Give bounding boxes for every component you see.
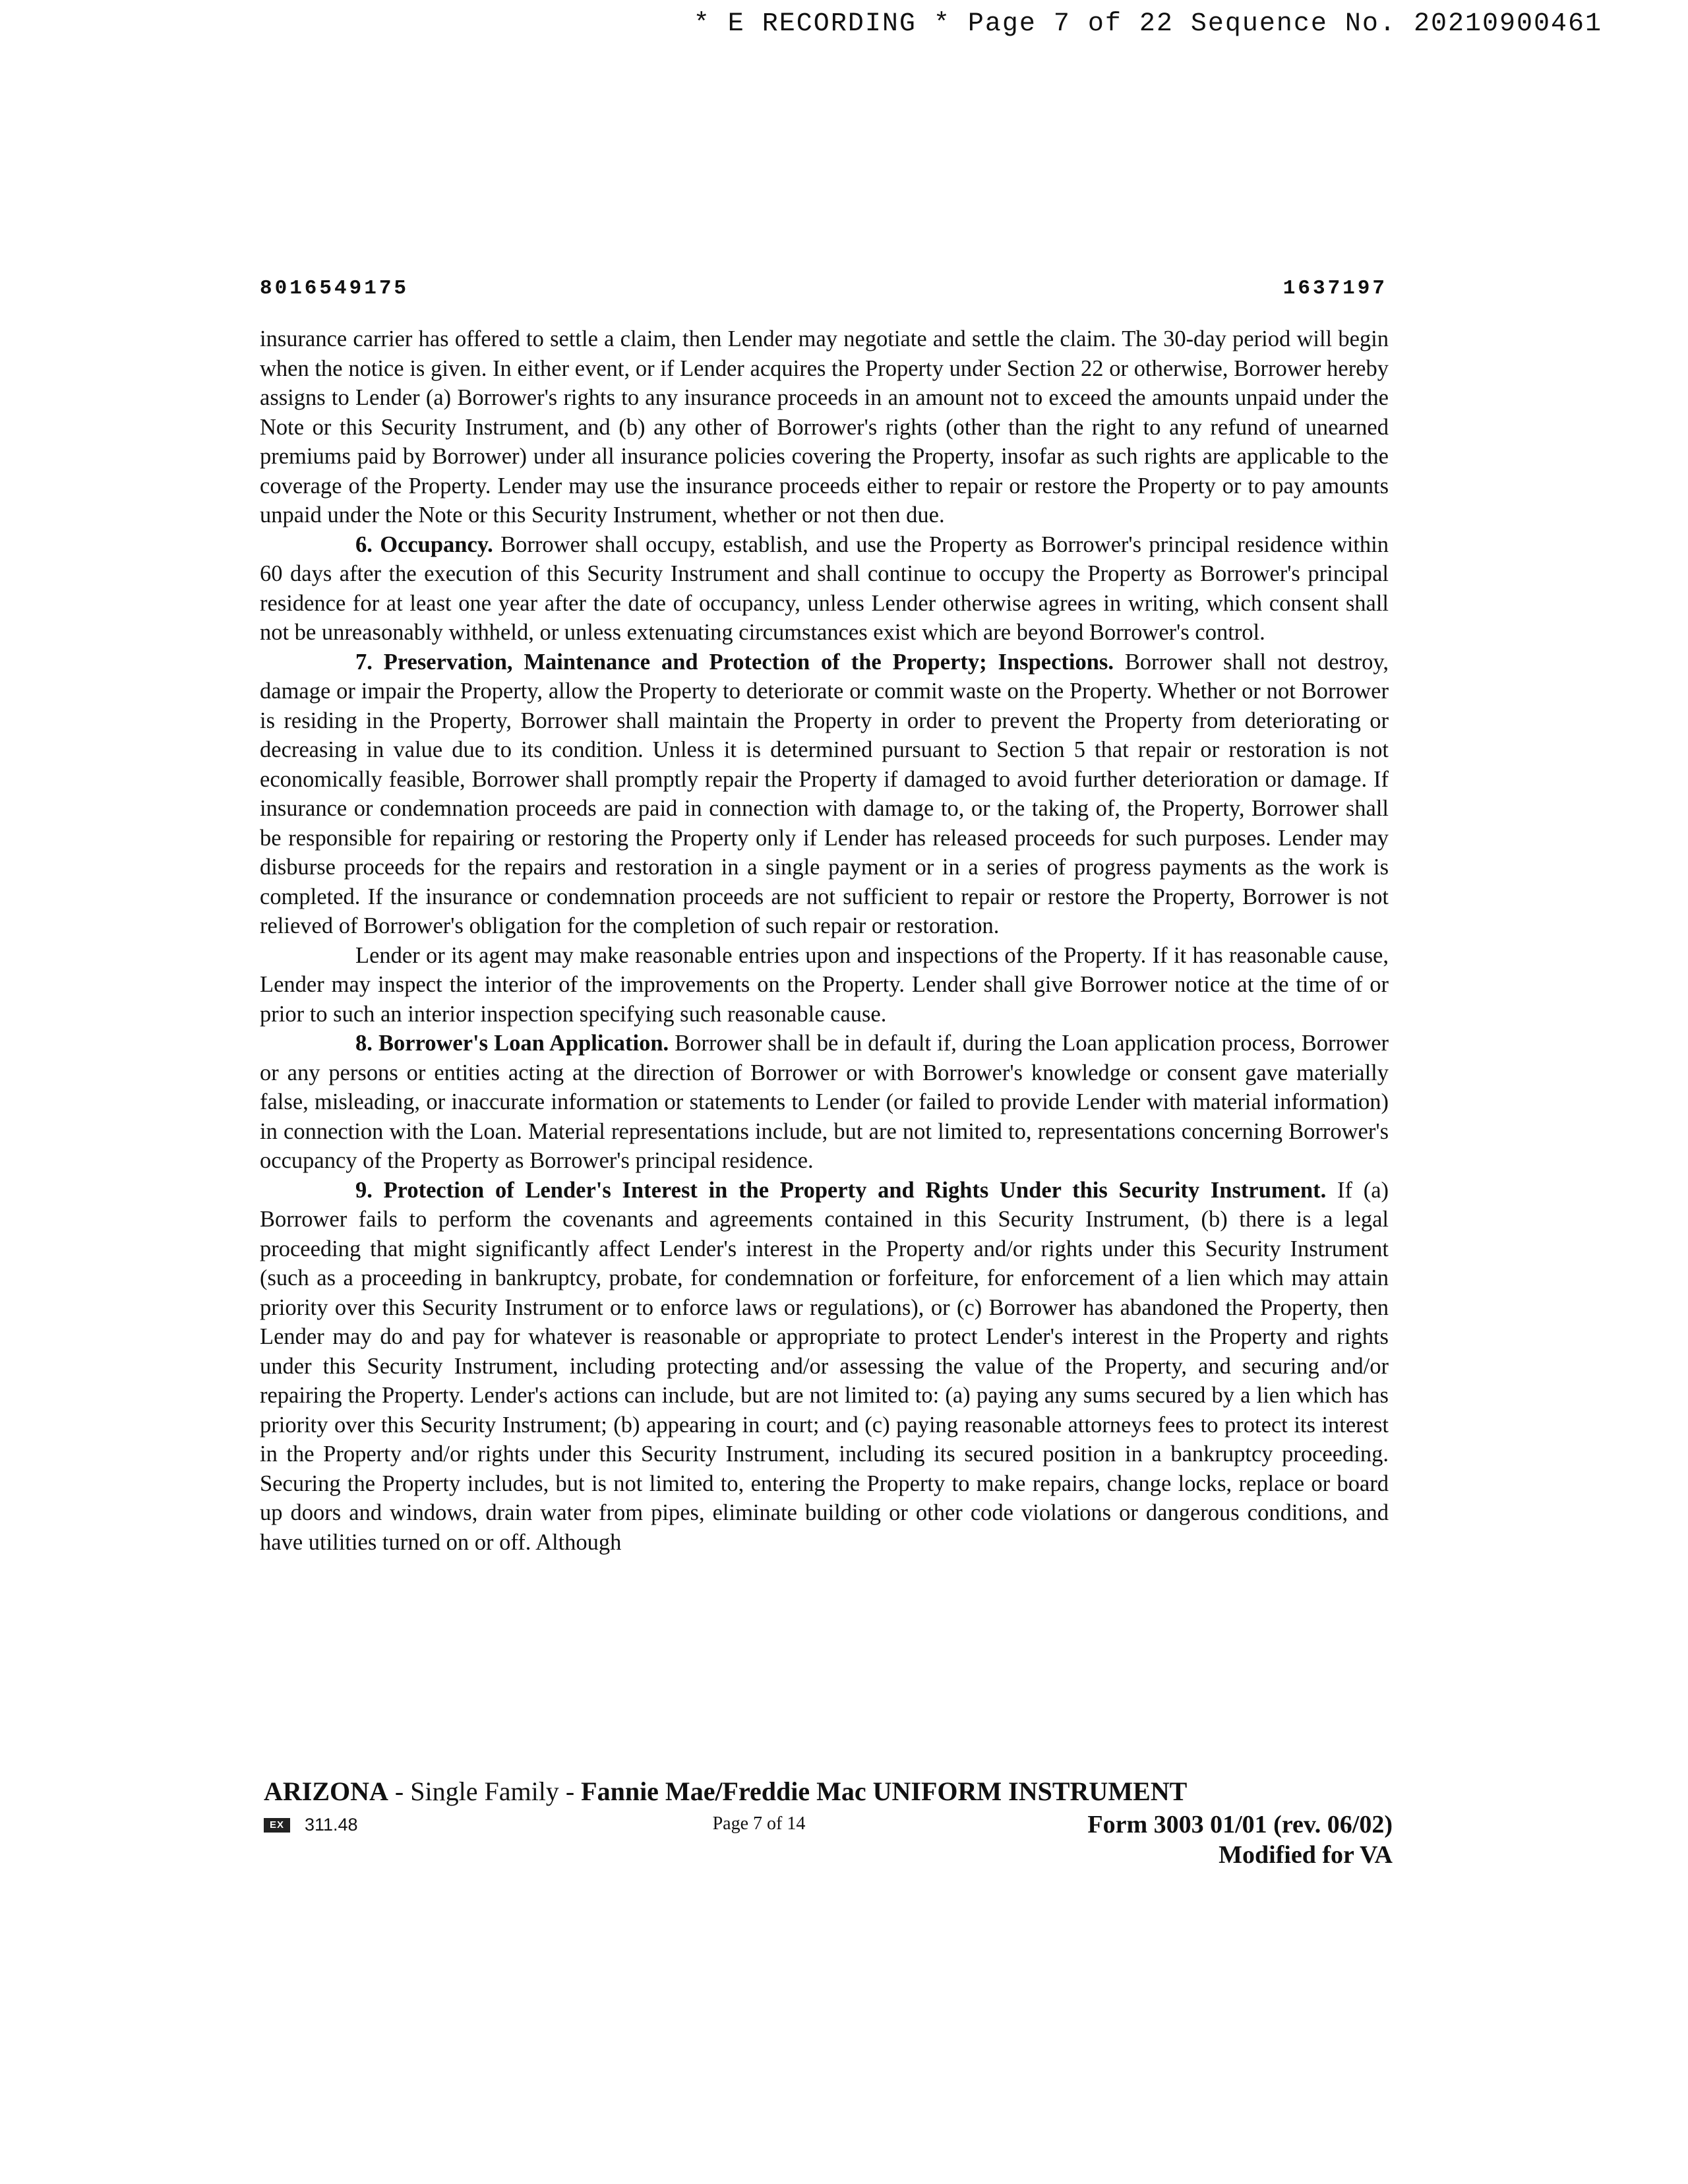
section-inspections-paragraph bbox=[260, 941, 1389, 1029]
section-loan-application bbox=[260, 1029, 1389, 1176]
footer-row bbox=[264, 1809, 1393, 1870]
section-text: Lender or its agent may make reasonable entries upon and inspections of the Property. If it has reasonable cause, Lender may inspect the interior of the improvements on the Property. Lender shall give Borrower notice at the time of or prior to such an interior inspection specifying such reasonable cause. bbox=[260, 942, 1389, 1027]
continuation-paragraph: insurance carrier has offered to settle a claim, then Lender may negotiate and settle the claim. The 30-day period will begin when the notice is given. In either event, or if Lender acquires the Property under Section 22 or otherwise, Borrower hereby assigns to Lender (a) Borrower's rights to any insurance proceeds in an amount not to exceed the amounts unpaid under the Note or this Security Instrument, and (b) any other of Borrower's rights (other than the right to any refund of unearned premiums paid by Borrower) under all insurance policies covering the Property, insofar as such rights are applicable to the coverage of the Property. Lender may use the insurance proceeds either to repair or restore the Property or to pay amounts unpaid under the Note or this Security Instrument, whether or not then due. bbox=[260, 326, 1389, 528]
form-modified-note: Modified for VA bbox=[1219, 1841, 1393, 1869]
page-number: Page 7 of 14 bbox=[712, 1813, 806, 1834]
document-number: 1637197 bbox=[1282, 277, 1387, 300]
footer-state: ARIZONA bbox=[264, 1776, 388, 1806]
section-number: 8. bbox=[355, 1031, 373, 1056]
form-identifier bbox=[1087, 1809, 1393, 1870]
document-ids-row bbox=[260, 277, 1387, 300]
form-code bbox=[264, 1809, 358, 1835]
ellie-mae-form-icon: EX bbox=[264, 1818, 290, 1833]
section-number: 7. bbox=[355, 649, 373, 675]
section-text: Borrower shall occupy, establish, and use the Property as Borrower's principal residence within 60 days after the execution of this Security Instrument and shall continue to occupy the Property as Borrower's principal residence for at least one year after the date of occupancy, unless Lender otherwise agrees in writing, which consent shall not be unreasonably withheld, or unless extenuating circumstances exist which are beyond Borrower's control. bbox=[260, 531, 1389, 645]
document-body bbox=[260, 324, 1389, 1557]
section-number: 9. bbox=[355, 1177, 373, 1203]
form-number: Form 3003 01/01 (rev. 06/02) bbox=[1087, 1811, 1393, 1838]
section-text: Borrower shall not destroy, damage or impair the Property, allow the Property to deteriorate or commit waste on the Property. Whether or not Borrower is residing in the Property, Borrower shall maintain the Property in order to prevent the Property from deteriorating or decreasing in value due to its condition. Unless it is determined pursuant to Section 5 that repair or restoration is not economically feasible, Borrower shall promptly repair the Property if damaged to avoid further deterioration or damage. If insurance or condemnation proceeds are paid in connection with damage to, or the taking of, the Property, Borrower shall be responsible for repairing or restoring the Property only if Lender has released proceeds for such purposes. Lender may disburse proceeds for the repairs and restoration in a single payment or in a series of progress payments as the work is completed. If the insurance or condemnation proceeds are not sufficient to repair or restore the Property, Borrower is not relieved of Borrower's obligation for the completion of such repair or restoration. bbox=[260, 649, 1389, 938]
section-text: Borrower shall be in default if, during the Loan application process, Borrower or any persons or entities acting at the direction of Borrower or with Borrower's knowledge or consent gave materially false, misleading, or inaccurate information or statements to Lender (or failed to provide Lender with material information) in connection with the Loan. Material representations include, but are not limited to, representations concerning Borrower's occupancy of the Property as Borrower's principal residence. bbox=[260, 1031, 1389, 1173]
footer-instrument: Fannie Mae/Freddie Mac UNIFORM INSTRUMENT bbox=[581, 1776, 1188, 1806]
loan-number: 8016549175 bbox=[260, 277, 409, 300]
section-number: 6. bbox=[355, 531, 373, 557]
recording-header: * E RECORDING * Page 7 of 22 Sequence No. 20210900461 bbox=[693, 9, 1602, 39]
section-text: If (a) Borrower fails to perform the covenants and agreements contained in this Security Instrument, (b) there is a legal proceeding that might significantly affect Lender's interest in the Property and/or rights under this Security Instrument (such as a proceeding in bankruptcy, probate, for condemnation or forfeiture, for enforcement of a lien which may attain priority over this Security Instrument or to enforce laws or regulations), or (c) Borrower has abandoned the Property, then Lender may do and pay for whatever is reasonable or appropriate to protect Lender's interest in the Property and rights under this Security Instrument, including protecting and/or assessing the value of the Property, and securing and/or repairing the Property. Lender's actions can include, but are not limited to: (a) paying any sums secured by a lien which has priority over this Security Instrument; (b) appearing in court; and (c) paying reasonable attorneys fees to protect its interest in the Property and/or rights under this Security Instrument, including its secured position in a bankruptcy proceeding. Securing the Property includes, but is not limited to, entering the Property to make repairs, change locks, replace or board up doors and windows, drain water from pipes, eliminate building or other code violations or dangerous conditions, and have utilities turned on or off. Although bbox=[260, 1177, 1389, 1555]
section-title: Occupancy. bbox=[380, 531, 493, 557]
form-code-number: 311.48 bbox=[305, 1815, 358, 1835]
section-title: Preservation, Maintenance and Protection of the Property; Inspections. bbox=[383, 649, 1114, 675]
section-occupancy bbox=[260, 530, 1389, 648]
footer-separator: - bbox=[388, 1776, 411, 1806]
footer-separator: - bbox=[558, 1776, 582, 1806]
section-preservation bbox=[260, 648, 1389, 941]
document-footer bbox=[264, 1776, 1393, 1870]
footer-family: Single Family bbox=[410, 1776, 559, 1806]
section-protection bbox=[260, 1176, 1389, 1558]
section-title: Borrower's Loan Application. bbox=[378, 1031, 669, 1056]
section-title: Protection of Lender's Interest in the Property and Rights Under this Security Instrument. bbox=[383, 1177, 1327, 1203]
footer-instrument-line bbox=[264, 1776, 1393, 1807]
